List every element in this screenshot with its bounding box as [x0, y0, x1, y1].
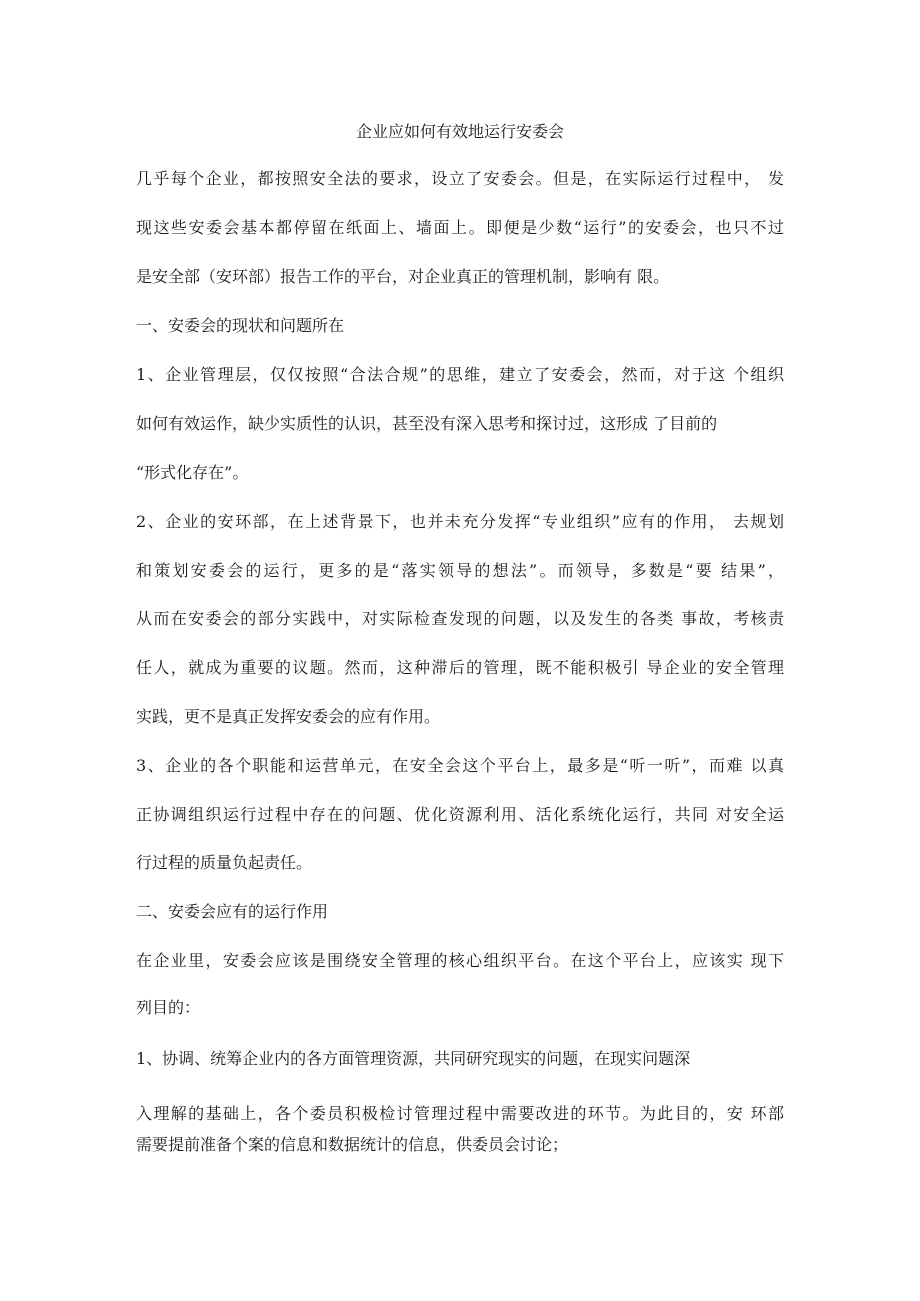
paragraph-line: 是安全部（安环部）报告工作的平台，对企业真正的管理机制，影响有 限。 — [136, 267, 670, 286]
paragraph-line: 如何有效运作，缺少实质性的认识，甚至没有深入思考和探讨过，这形成 了目前的 — [136, 414, 718, 433]
section-heading: 一、安委会的现状和问题所在 — [136, 316, 345, 335]
paragraph-line: 几乎每个企业，都按照安全法的要求，设立了安委会。但是，在实际运行过程中， 发 — [136, 169, 784, 188]
paragraph-line: 3、企业的各个职能和运营单元，在安全会这个平台上，最多是“听一听”，而难 以真 — [136, 756, 784, 775]
paragraph-line: “形式化存在”。 — [136, 463, 249, 482]
paragraph-line: 从而在安委会的部分实践中，对实际检查发现的问题，以及发生的各类 事故，考核责 — [136, 609, 784, 628]
paragraph-line: 列目的： — [136, 998, 201, 1017]
section-heading: 二、安委会应有的运行作用 — [136, 902, 329, 921]
paragraph-line: 行过程的质量负起责任。 — [136, 853, 313, 872]
paragraph-line: 2、企业的安环部，在上述背景下，也并未充分发挥“专业组织”应有的作用， 去规划 — [136, 512, 784, 531]
paragraph-line: 实践，更不是真正发挥安委会的应有作用。 — [136, 707, 441, 726]
paragraph-line: 和策划安委会的运行，更多的是“落实领导的想法”。而领导，多数是“要 结果”， — [136, 561, 784, 580]
paragraph-line: 1、协调、统筹企业内的各方面管理资源，共同研究现实的问题，在现实问题深 — [136, 1049, 691, 1068]
paragraph-line: 需要提前准备个案的信息和数据统计的信息，供委员会讨论； — [136, 1135, 569, 1154]
paragraph-line: 任人，就成为重要的议题。然而，这种滞后的管理，既不能积极引 导企业的安全管理 — [136, 658, 784, 677]
paragraph-line: 现这些安委会基本都停留在纸面上、墙面上。即便是少数“运行”的安委会，也只不过 — [136, 218, 784, 237]
paragraph-line: 入理解的基础上，各个委员积极检讨管理过程中需要改进的环节。为此目的，安 环部 — [136, 1104, 784, 1123]
paragraph-line: 正协调组织运行过程中存在的问题、优化资源利用、活化系统化运行，共同 对安全运 — [136, 805, 784, 824]
paragraph-line: 1、企业管理层，仅仅按照“合法合规”的思维，建立了安委会，然而，对于这 个组织 — [136, 365, 784, 384]
paragraph-line: 在企业里，安委会应该是围绕安全管理的核心组织平台。在这个平台上，应该实 现下 — [136, 951, 784, 970]
document-title: 企业应如何有效地运行安委会 — [355, 122, 564, 141]
